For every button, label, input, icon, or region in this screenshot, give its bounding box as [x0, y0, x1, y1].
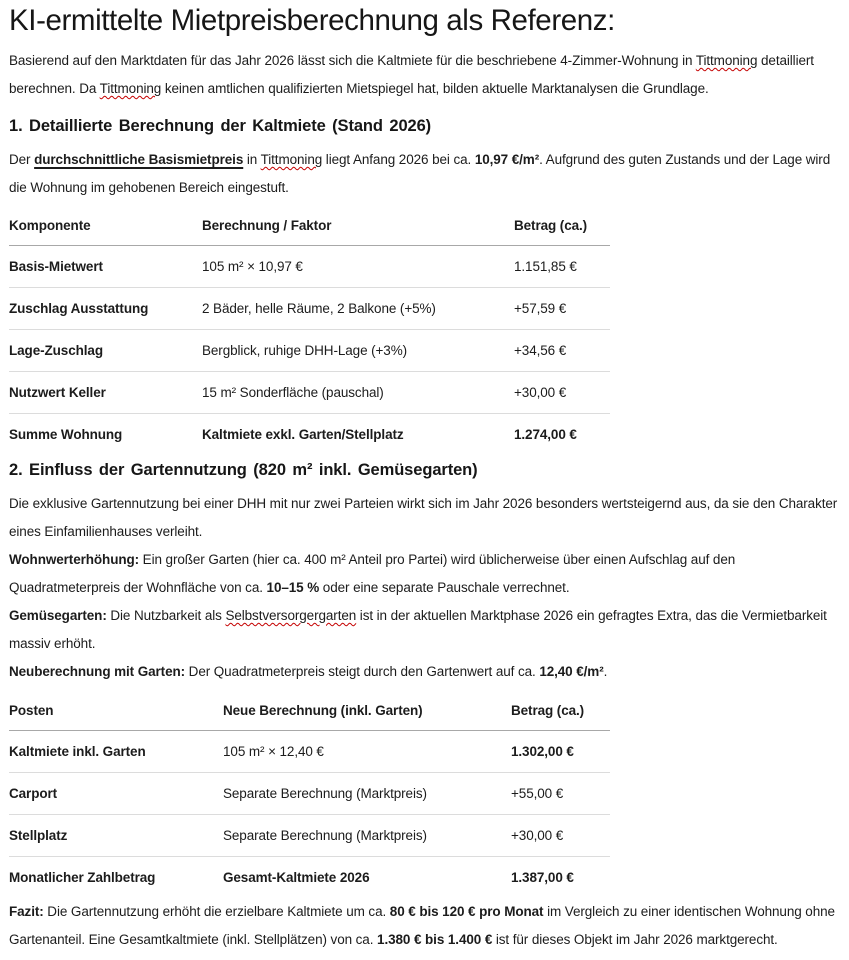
- cell-component: Stellplatz: [9, 815, 223, 857]
- text-run: in: [243, 152, 261, 167]
- section2-paragraph-1: [9, 490, 839, 546]
- term-label: Gemüsegarten:: [9, 608, 107, 623]
- conclusion-paragraph: [9, 898, 839, 954]
- text-run: oder eine separate Pauschale verrechnet.: [319, 580, 570, 595]
- rent-calculation-document: [9, 2, 839, 954]
- table-row: [9, 372, 610, 414]
- price-value: 12,40 €/m²: [539, 664, 604, 679]
- text-run: liegt Anfang 2026 bei ca.: [322, 152, 475, 167]
- cell-component: Lage-Zuschlag: [9, 330, 202, 372]
- text-run: Der Quadratmeterpreis steigt durch den Gartenwert auf ca.: [185, 664, 540, 679]
- column-header-item: Posten: [9, 699, 223, 731]
- table-row: [9, 288, 610, 330]
- table-garden-calculation: [9, 699, 610, 898]
- price-value: 10,97 €/m²: [474, 152, 540, 167]
- cell-calculation: Separate Berechnung (Marktpreis): [223, 815, 511, 857]
- cell-calculation: 2 Bäder, helle Räume, 2 Balkone (+5%): [202, 288, 514, 330]
- table-rent-calculation: [9, 214, 610, 455]
- text-run: ist für dieses Objekt im Jahr 2026 marktgerecht.: [492, 932, 778, 947]
- cell-component: Summe Wohnung: [9, 427, 123, 442]
- cell-amount: +30,00 €: [514, 372, 610, 414]
- text-run: detailliert berechnen. Da: [9, 53, 814, 96]
- cell-calculation: Bergblick, ruhige DHH-Lage (+3%): [202, 330, 514, 372]
- cell-amount: 1.274,00 €: [514, 427, 577, 442]
- table-total-row: [9, 414, 610, 456]
- price-range-value: 80 € bis 120 € pro Monat: [389, 904, 544, 919]
- text-run: Die Nutzbarkeit als: [106, 608, 226, 623]
- price-range-value: 1.380 € bis 1.400 €: [377, 932, 493, 947]
- emphasized-term: durchschnittliche Basismietpreis: [34, 152, 244, 167]
- column-header-component: Komponente: [9, 214, 202, 246]
- column-header-calculation: Neue Berechnung (inkl. Garten): [223, 699, 511, 731]
- table-row: [9, 815, 610, 857]
- term-label: Wohnwerterhöhung:: [9, 552, 140, 567]
- cell-amount: +30,00 €: [511, 815, 610, 857]
- table-row: [9, 731, 610, 773]
- cell-calculation: 105 m² × 10,97 €: [202, 246, 514, 288]
- text-run: Die Gartennutzung erhöht die erzielbare Kaltmiete um ca.: [43, 904, 390, 919]
- table-row: [9, 330, 610, 372]
- cell-amount: 1.387,00 €: [511, 870, 574, 885]
- table-header-row: [9, 699, 610, 731]
- column-header-calculation: Berechnung / Faktor: [202, 214, 514, 246]
- cell-component: Zuschlag Ausstattung: [9, 288, 202, 330]
- text-run: . Aufgrund des guten Zustands und der Lage wird die Wohnung im gehobenen Bereich eingestuft.: [9, 152, 831, 195]
- text-run: Der: [9, 152, 35, 167]
- table-row: [9, 773, 610, 815]
- page-title: KI-ermittelte Mietpreisberechnung als Referenz:: [9, 4, 615, 37]
- text-run: Basierend auf den Marktdaten für das Jahr 2026 lässt sich die Kaltmiete für die beschriebene 4-Zimmer-Wohnung in: [9, 53, 696, 68]
- cell-amount: 1.151,85 €: [514, 246, 610, 288]
- table-total-row: [9, 857, 610, 899]
- column-header-amount: Betrag (ca.): [514, 214, 610, 246]
- misspelled-word: Selbstversorgergarten: [225, 608, 357, 623]
- text-run: ist in der aktuellen Marktphase 2026 ein gefragtes Extra, das die Vermietbarkeit massiv erhöht.: [9, 608, 827, 651]
- term-label: Neuberechnung mit Garten:: [9, 664, 186, 679]
- cell-component: Kaltmiete inkl. Garten: [9, 731, 223, 773]
- text-run: Die exklusive Gartennutzung bei einer DHH mit nur zwei Parteien wirkt sich im Jahr 2026 besonders wertsteigernd aus, da sie den Charakter eines Einfamilienhauses verleiht.: [9, 496, 838, 539]
- cell-amount: +55,00 €: [511, 773, 610, 815]
- misspelled-word: Tittmoning: [99, 81, 162, 96]
- table-header-row: [9, 214, 610, 246]
- section1-paragraph: [9, 146, 839, 202]
- cell-component: Nutzwert Keller: [9, 372, 202, 414]
- text-run: im Vergleich zu einer identischen Wohnung ohne Gartenanteil. Eine Gesamtkaltmiete (inkl. Stellplätzen) von ca.: [9, 904, 835, 947]
- cell-calculation: Gesamt-Kaltmiete 2026: [223, 870, 370, 885]
- section2-paragraph-4: [9, 658, 839, 686]
- cell-calculation: Kaltmiete exkl. Garten/Stellplatz: [202, 427, 404, 442]
- section2-paragraph-2: [9, 546, 839, 602]
- misspelled-word: Tittmoning: [695, 53, 758, 68]
- section2-heading: 2. Einfluss der Gartennutzung (820 m² inkl. Gemüsegarten): [9, 461, 478, 479]
- cell-amount: 1.302,00 €: [511, 731, 610, 773]
- cell-amount: +34,56 €: [514, 330, 610, 372]
- cell-component: Carport: [9, 773, 223, 815]
- cell-calculation: Separate Berechnung (Marktpreis): [223, 773, 511, 815]
- text-run: .: [603, 664, 608, 679]
- section1-heading: 1. Detaillierte Berechnung der Kaltmiete (Stand 2026): [9, 117, 432, 135]
- intro-paragraph: [9, 47, 839, 103]
- cell-amount: +57,59 €: [514, 288, 610, 330]
- section2-paragraph-3: [9, 602, 839, 658]
- cell-calculation: 15 m² Sonderfläche (pauschal): [202, 372, 514, 414]
- text-run: keinen amtlichen qualifizierten Mietspiegel hat, bilden aktuelle Marktanalysen die Grundlage.: [161, 81, 709, 96]
- column-header-amount: Betrag (ca.): [511, 699, 610, 731]
- term-label: Fazit:: [9, 904, 44, 919]
- percentage-value: 10–15 %: [266, 580, 320, 595]
- cell-calculation: 105 m² × 12,40 €: [223, 731, 511, 773]
- cell-component: Basis-Mietwert: [9, 246, 202, 288]
- misspelled-word: Tittmoning: [260, 152, 323, 167]
- cell-component: Monatlicher Zahlbetrag: [9, 870, 156, 885]
- table-row: [9, 246, 610, 288]
- text-run: Ein großer Garten (hier ca. 400 m² Anteil pro Partei) wird üblicherweise über einen Aufschlag auf den Quadratmeterpreis der Wohnfläche von ca.: [9, 552, 736, 595]
